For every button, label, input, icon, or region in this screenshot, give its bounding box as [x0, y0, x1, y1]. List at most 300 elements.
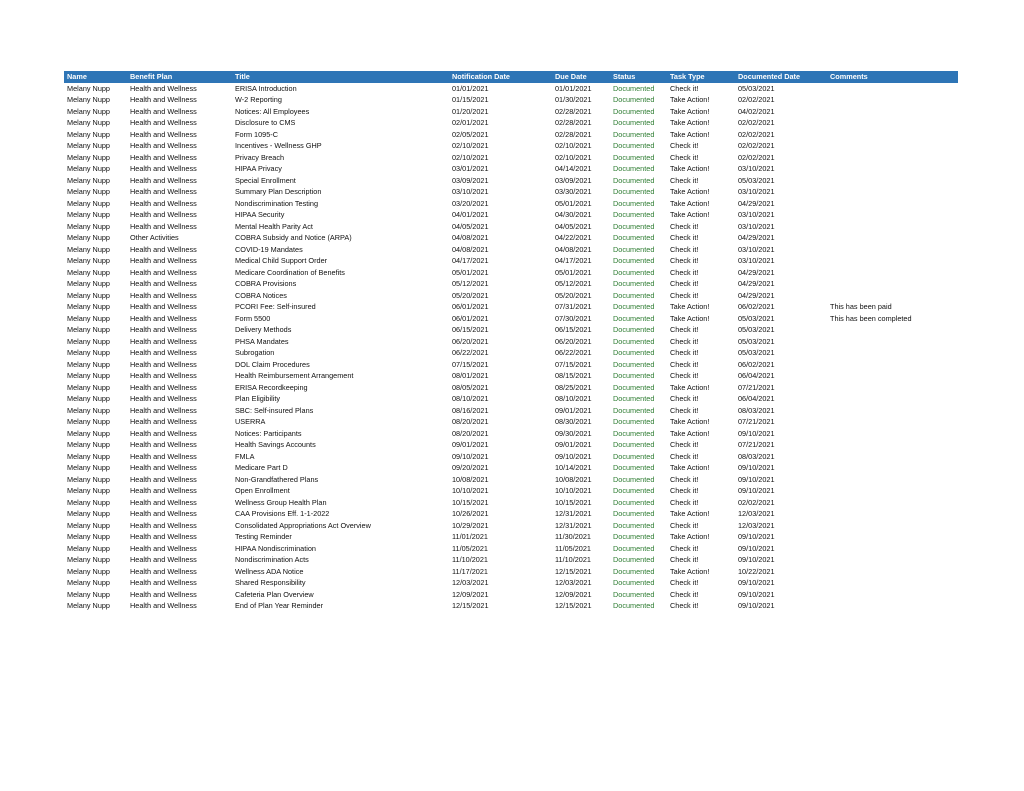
cell-status: Documented — [613, 152, 655, 162]
column-header-notification-date: Notification Date — [449, 71, 552, 83]
cell-title: HIPAA Nondiscrimination — [235, 543, 316, 553]
cell-benefit-plan: Health and Wellness — [130, 256, 197, 265]
cell-benefit-plan: Health and Wellness — [130, 325, 197, 334]
cell-name: Melany Nupp — [67, 486, 110, 495]
cell-status: Documented — [613, 589, 655, 599]
cell-status: Documented — [613, 290, 655, 300]
cell-title: Cafeteria Plan Overview — [235, 589, 314, 599]
cell-comments — [827, 152, 958, 164]
cell-name: Melany Nupp — [67, 313, 110, 323]
cell-notification-date: 12/03/2021 — [452, 578, 489, 587]
cell-notification-date: 05/12/2021 — [452, 279, 489, 288]
cell-due-date: 06/20/2021 — [555, 336, 592, 346]
cell-name: Melany Nupp — [67, 336, 110, 346]
cell-status: Documented — [613, 451, 655, 461]
cell-documented-date: 05/03/2021 — [738, 348, 775, 357]
table-row — [64, 531, 958, 543]
cell-task-type: Check it! — [670, 244, 699, 254]
table-row — [64, 508, 958, 520]
cell-notification-date: 11/17/2021 — [452, 566, 488, 576]
table-row — [64, 152, 958, 164]
cell-name: Melany Nupp — [67, 566, 110, 576]
cell-status: Documented — [613, 382, 655, 392]
cell-title: CAA Provisions Eff. 1-1-2022 — [235, 509, 330, 518]
cell-title: COVID-19 Mandates — [235, 244, 303, 254]
cell-task-type: Take Action! — [670, 509, 710, 518]
cell-title: Summary Plan Description — [235, 187, 322, 196]
cell-name: Melany Nupp — [67, 152, 110, 162]
column-header-status: Status — [610, 71, 667, 83]
cell-title: Open Enrollment — [235, 486, 290, 495]
cell-notification-date: 12/09/2021 — [452, 589, 489, 599]
cell-benefit-plan: Health and Wellness — [130, 175, 197, 185]
cell-status: Documented — [613, 486, 655, 495]
cell-benefit-plan: Health and Wellness — [130, 129, 197, 139]
table-row — [64, 209, 958, 221]
cell-notification-date: 11/05/2021 — [452, 543, 488, 553]
cell-due-date: 11/05/2021 — [555, 543, 591, 553]
cell-benefit-plan: Health and Wellness — [130, 313, 197, 323]
cell-documented-date: 02/02/2021 — [738, 152, 775, 162]
cell-title: PCORI Fee: Self-insured — [235, 302, 316, 311]
cell-comments — [827, 589, 958, 601]
cell-status: Documented — [613, 336, 655, 346]
cell-status: Documented — [613, 532, 655, 541]
cell-documented-date: 04/29/2021 — [738, 233, 775, 242]
cell-notification-date: 05/20/2021 — [452, 290, 489, 300]
cell-due-date: 04/14/2021 — [555, 164, 592, 173]
cell-title: Consolidated Appropriations Act Overview — [235, 520, 371, 530]
cell-notification-date: 06/01/2021 — [452, 313, 489, 323]
cell-comments — [827, 428, 958, 440]
cell-task-type: Take Action! — [670, 382, 710, 392]
cell-notification-date: 04/08/2021 — [452, 233, 489, 242]
cell-comments: This has been paid — [830, 302, 892, 311]
cell-title: USERRA — [235, 417, 266, 426]
cell-benefit-plan: Health and Wellness — [130, 566, 197, 576]
table-row — [64, 370, 958, 382]
cell-documented-date: 03/10/2021 — [738, 221, 775, 231]
table-row — [64, 589, 958, 601]
cell-due-date: 12/31/2021 — [555, 520, 592, 530]
cell-status: Documented — [613, 440, 655, 449]
cell-documented-date: 04/29/2021 — [738, 198, 775, 208]
cell-benefit-plan: Health and Wellness — [130, 532, 197, 541]
cell-comments — [827, 186, 958, 198]
table-row — [64, 290, 958, 302]
cell-comments — [827, 140, 958, 152]
cell-due-date: 08/30/2021 — [555, 417, 592, 426]
cell-task-type: Take Action! — [670, 463, 710, 472]
cell-notification-date: 04/08/2021 — [452, 244, 489, 254]
cell-notification-date: 01/01/2021 — [452, 83, 489, 93]
cell-notification-date: 03/20/2021 — [452, 198, 489, 208]
table-row — [64, 163, 958, 175]
cell-name: Melany Nupp — [67, 244, 110, 254]
column-header-documented-date: Documented Date — [735, 71, 827, 83]
cell-comments — [827, 278, 958, 290]
cell-name: Melany Nupp — [67, 129, 110, 139]
cell-benefit-plan: Health and Wellness — [130, 463, 197, 472]
cell-title: Shared Responsibility — [235, 578, 306, 587]
cell-comments — [827, 462, 958, 474]
cell-name: Melany Nupp — [67, 382, 110, 392]
cell-notification-date: 06/01/2021 — [452, 302, 489, 311]
cell-documented-date: 06/04/2021 — [738, 371, 775, 380]
cell-title: FMLA — [235, 451, 255, 461]
cell-name: Melany Nupp — [67, 463, 110, 472]
cell-name: Melany Nupp — [67, 348, 110, 357]
cell-notification-date: 10/10/2021 — [452, 486, 489, 495]
cell-due-date: 02/10/2021 — [555, 141, 592, 150]
cell-status: Documented — [613, 359, 655, 369]
cell-benefit-plan: Health and Wellness — [130, 371, 197, 380]
table-row — [64, 175, 958, 187]
cell-due-date: 11/10/2021 — [555, 555, 591, 564]
cell-comments — [827, 324, 958, 336]
cell-benefit-plan: Health and Wellness — [130, 578, 197, 587]
table-row — [64, 94, 958, 106]
cell-benefit-plan: Health and Wellness — [130, 497, 197, 507]
cell-status: Documented — [613, 95, 655, 104]
cell-comments — [827, 359, 958, 371]
cell-name: Melany Nupp — [67, 221, 110, 231]
cell-due-date: 12/15/2021 — [555, 566, 592, 576]
cell-comments — [827, 209, 958, 221]
cell-notification-date: 03/10/2021 — [452, 187, 489, 196]
cell-benefit-plan: Health and Wellness — [130, 405, 197, 415]
cell-comments — [827, 600, 958, 612]
table-row — [64, 267, 958, 279]
cell-name: Melany Nupp — [67, 210, 110, 219]
table-row — [64, 336, 958, 348]
cell-notification-date: 10/26/2021 — [452, 509, 489, 518]
cell-task-type: Check it! — [670, 233, 699, 242]
cell-comments — [827, 129, 958, 141]
cell-documented-date: 10/22/2021 — [738, 566, 775, 576]
cell-status: Documented — [613, 233, 655, 242]
cell-task-type: Check it! — [670, 175, 699, 185]
cell-documented-date: 09/10/2021 — [738, 474, 775, 484]
cell-benefit-plan: Health and Wellness — [130, 164, 197, 173]
cell-status: Documented — [613, 83, 655, 93]
cell-comments — [827, 474, 958, 486]
cell-task-type: Check it! — [670, 589, 699, 599]
cell-documented-date: 04/29/2021 — [738, 290, 775, 300]
cell-comments — [827, 416, 958, 428]
cell-benefit-plan: Health and Wellness — [130, 543, 197, 553]
cell-title: ERISA Introduction — [235, 83, 297, 93]
cell-notification-date: 10/15/2021 — [452, 497, 489, 507]
cell-status: Documented — [613, 175, 655, 185]
cell-notification-date: 04/05/2021 — [452, 221, 489, 231]
table-row — [64, 324, 958, 336]
cell-documented-date: 05/03/2021 — [738, 83, 775, 93]
cell-status: Documented — [613, 106, 655, 116]
cell-due-date: 09/10/2021 — [555, 451, 592, 461]
cell-title: Medicare Part D — [235, 463, 288, 472]
cell-title: Notices: All Employees — [235, 106, 310, 116]
column-header-comments: Comments — [827, 71, 958, 83]
cell-comments — [827, 531, 958, 543]
cell-task-type: Check it! — [670, 371, 699, 380]
cell-benefit-plan: Health and Wellness — [130, 520, 197, 530]
cell-documented-date: 04/02/2021 — [738, 106, 775, 116]
table-row — [64, 485, 958, 497]
cell-notification-date: 11/01/2021 — [452, 532, 488, 541]
cell-status: Documented — [613, 405, 655, 415]
cell-status: Documented — [613, 601, 655, 610]
cell-title: Form 1095-C — [235, 129, 278, 139]
cell-task-type: Check it! — [670, 279, 699, 288]
cell-notification-date: 02/10/2021 — [452, 152, 489, 162]
table-row — [64, 198, 958, 210]
cell-notification-date: 09/20/2021 — [452, 463, 489, 472]
cell-status: Documented — [613, 118, 655, 127]
table-row — [64, 255, 958, 267]
cell-name: Melany Nupp — [67, 578, 110, 587]
cell-status: Documented — [613, 302, 655, 311]
cell-due-date: 12/31/2021 — [555, 509, 592, 518]
cell-title: Notices: Participants — [235, 428, 302, 438]
cell-task-type: Check it! — [670, 336, 699, 346]
cell-benefit-plan: Health and Wellness — [130, 440, 197, 449]
cell-documented-date: 03/10/2021 — [738, 187, 775, 196]
cell-documented-date: 06/02/2021 — [738, 302, 775, 311]
table-row — [64, 600, 958, 612]
table-row — [64, 117, 958, 129]
cell-benefit-plan: Health and Wellness — [130, 290, 197, 300]
cell-task-type: Take Action! — [670, 164, 710, 173]
cell-status: Documented — [613, 578, 655, 587]
cell-notification-date: 08/20/2021 — [452, 417, 489, 426]
cell-task-type: Check it! — [670, 555, 699, 564]
cell-notification-date: 11/10/2021 — [452, 555, 488, 564]
cell-due-date: 04/08/2021 — [555, 244, 592, 254]
cell-title: Wellness Group Health Plan — [235, 497, 327, 507]
cell-comments — [827, 520, 958, 532]
table-row — [64, 428, 958, 440]
cell-due-date: 05/20/2021 — [555, 290, 592, 300]
cell-notification-date: 02/01/2021 — [452, 118, 489, 127]
cell-notification-date: 02/10/2021 — [452, 141, 489, 150]
cell-benefit-plan: Health and Wellness — [130, 152, 197, 162]
cell-name: Melany Nupp — [67, 187, 110, 196]
cell-name: Melany Nupp — [67, 164, 110, 173]
table-row — [64, 577, 958, 589]
cell-task-type: Take Action! — [670, 313, 710, 323]
cell-documented-date: 04/29/2021 — [738, 267, 775, 277]
cell-benefit-plan: Health and Wellness — [130, 474, 197, 484]
cell-benefit-plan: Health and Wellness — [130, 187, 197, 196]
cell-comments — [827, 267, 958, 279]
table-row — [64, 439, 958, 451]
cell-status: Documented — [613, 141, 655, 150]
table-row — [64, 382, 958, 394]
cell-documented-date: 09/10/2021 — [738, 589, 775, 599]
cell-name: Melany Nupp — [67, 141, 110, 150]
cell-task-type: Check it! — [670, 543, 699, 553]
cell-status: Documented — [613, 164, 655, 173]
cell-title: HIPAA Security — [235, 210, 285, 219]
table-row — [64, 221, 958, 233]
cell-title: Plan Eligibility — [235, 394, 281, 403]
cell-benefit-plan: Health and Wellness — [130, 244, 197, 254]
cell-comments — [827, 577, 958, 589]
cell-title: SBC: Self-insured Plans — [235, 405, 314, 415]
table-row — [64, 278, 958, 290]
cell-due-date: 10/08/2021 — [555, 474, 592, 484]
cell-task-type: Check it! — [670, 474, 699, 484]
table-row — [64, 474, 958, 486]
cell-comments — [827, 347, 958, 359]
cell-title: Testing Reminder — [235, 532, 292, 541]
cell-task-type: Check it! — [670, 152, 699, 162]
cell-task-type: Check it! — [670, 267, 699, 277]
cell-comments — [827, 382, 958, 394]
table-row — [64, 313, 958, 325]
cell-name: Melany Nupp — [67, 325, 110, 334]
cell-title: Health Savings Accounts — [235, 440, 316, 449]
cell-title: Delivery Methods — [235, 325, 292, 334]
cell-status: Documented — [613, 463, 655, 472]
cell-comments — [827, 405, 958, 417]
cell-documented-date: 07/21/2021 — [738, 417, 775, 426]
cell-comments — [827, 232, 958, 244]
column-header-name: Name — [64, 71, 127, 83]
cell-due-date: 11/30/2021 — [555, 532, 591, 541]
cell-due-date: 05/01/2021 — [555, 198, 592, 208]
cell-title: DOL Claim Procedures — [235, 359, 310, 369]
cell-documented-date: 03/10/2021 — [738, 210, 775, 219]
cell-due-date: 08/25/2021 — [555, 382, 592, 392]
cell-notification-date: 09/10/2021 — [452, 451, 489, 461]
cell-notification-date: 06/15/2021 — [452, 325, 489, 334]
cell-task-type: Take Action! — [670, 106, 710, 116]
cell-task-type: Take Action! — [670, 210, 710, 219]
cell-notification-date: 06/22/2021 — [452, 348, 489, 357]
cell-name: Melany Nupp — [67, 497, 110, 507]
cell-benefit-plan: Health and Wellness — [130, 428, 197, 438]
cell-documented-date: 06/04/2021 — [738, 394, 775, 403]
cell-name: Melany Nupp — [67, 83, 110, 93]
cell-documented-date: 09/10/2021 — [738, 532, 775, 541]
cell-notification-date: 02/05/2021 — [452, 129, 489, 139]
cell-task-type: Check it! — [670, 325, 699, 334]
cell-title: Nondiscrimination Testing — [235, 198, 319, 208]
table-body — [64, 83, 958, 612]
cell-name: Melany Nupp — [67, 428, 110, 438]
column-header-due-date: Due Date — [552, 71, 610, 83]
cell-notification-date: 12/15/2021 — [452, 601, 489, 610]
cell-title: W-2 Reporting — [235, 95, 282, 104]
table-row — [64, 405, 958, 417]
cell-name: Melany Nupp — [67, 509, 110, 518]
cell-due-date: 10/15/2021 — [555, 497, 592, 507]
cell-due-date: 10/10/2021 — [555, 486, 592, 495]
cell-documented-date: 02/02/2021 — [738, 129, 775, 139]
cell-notification-date: 08/10/2021 — [452, 394, 489, 403]
cell-due-date: 04/05/2021 — [555, 221, 592, 231]
cell-benefit-plan: Health and Wellness — [130, 394, 197, 403]
cell-name: Melany Nupp — [67, 290, 110, 300]
cell-due-date: 08/15/2021 — [555, 371, 592, 380]
cell-status: Documented — [613, 221, 655, 231]
cell-status: Documented — [613, 267, 655, 277]
cell-task-type: Take Action! — [670, 302, 710, 311]
cell-documented-date: 09/10/2021 — [738, 543, 775, 553]
table-row — [64, 520, 958, 532]
cell-status: Documented — [613, 279, 655, 288]
table-row — [64, 416, 958, 428]
cell-benefit-plan: Health and Wellness — [130, 486, 197, 495]
cell-due-date: 02/28/2021 — [555, 106, 592, 116]
cell-notification-date: 04/17/2021 — [452, 256, 489, 265]
cell-benefit-plan: Health and Wellness — [130, 118, 197, 127]
cell-status: Documented — [613, 256, 655, 265]
cell-documented-date: 02/02/2021 — [738, 141, 775, 150]
cell-comments — [827, 163, 958, 175]
cell-due-date: 03/30/2021 — [555, 187, 592, 196]
cell-documented-date: 05/03/2021 — [738, 325, 775, 334]
cell-notification-date: 01/15/2021 — [452, 95, 489, 104]
cell-comments — [827, 117, 958, 129]
cell-status: Documented — [613, 509, 655, 518]
cell-benefit-plan: Health and Wellness — [130, 221, 197, 231]
cell-documented-date: 09/10/2021 — [738, 578, 775, 587]
cell-name: Melany Nupp — [67, 555, 110, 564]
cell-name: Melany Nupp — [67, 175, 110, 185]
cell-status: Documented — [613, 371, 655, 380]
table-row — [64, 451, 958, 463]
cell-name: Melany Nupp — [67, 405, 110, 415]
cell-due-date: 06/22/2021 — [555, 348, 592, 357]
cell-due-date: 12/09/2021 — [555, 589, 592, 599]
cell-task-type: Take Action! — [670, 566, 710, 576]
cell-comments — [827, 336, 958, 348]
cell-documented-date: 06/02/2021 — [738, 359, 775, 369]
cell-name: Melany Nupp — [67, 532, 110, 541]
cell-task-type: Check it! — [670, 348, 699, 357]
cell-due-date: 02/28/2021 — [555, 129, 592, 139]
cell-comments — [827, 485, 958, 497]
cell-status: Documented — [613, 325, 655, 334]
cell-due-date: 07/31/2021 — [555, 302, 592, 311]
cell-title: Subrogation — [235, 348, 275, 357]
cell-due-date: 07/15/2021 — [555, 359, 592, 369]
cell-name: Melany Nupp — [67, 118, 110, 127]
cell-documented-date: 08/03/2021 — [738, 405, 775, 415]
cell-task-type: Take Action! — [670, 187, 710, 196]
cell-notification-date: 08/05/2021 — [452, 382, 489, 392]
cell-title: HIPAA Privacy — [235, 164, 282, 173]
cell-task-type: Take Action! — [670, 118, 710, 127]
table-row — [64, 129, 958, 141]
cell-comments — [827, 94, 958, 106]
cell-documented-date: 09/10/2021 — [738, 486, 775, 495]
cell-comments — [827, 290, 958, 302]
cell-status: Documented — [613, 428, 655, 438]
table-row — [64, 140, 958, 152]
cell-title: Wellness ADA Notice — [235, 566, 304, 576]
cell-comments — [827, 244, 958, 256]
cell-documented-date: 03/10/2021 — [738, 244, 775, 254]
cell-due-date: 09/01/2021 — [555, 405, 592, 415]
cell-due-date: 03/09/2021 — [555, 175, 592, 185]
cell-documented-date: 05/03/2021 — [738, 175, 775, 185]
cell-status: Documented — [613, 198, 655, 208]
cell-task-type: Check it! — [670, 486, 699, 495]
